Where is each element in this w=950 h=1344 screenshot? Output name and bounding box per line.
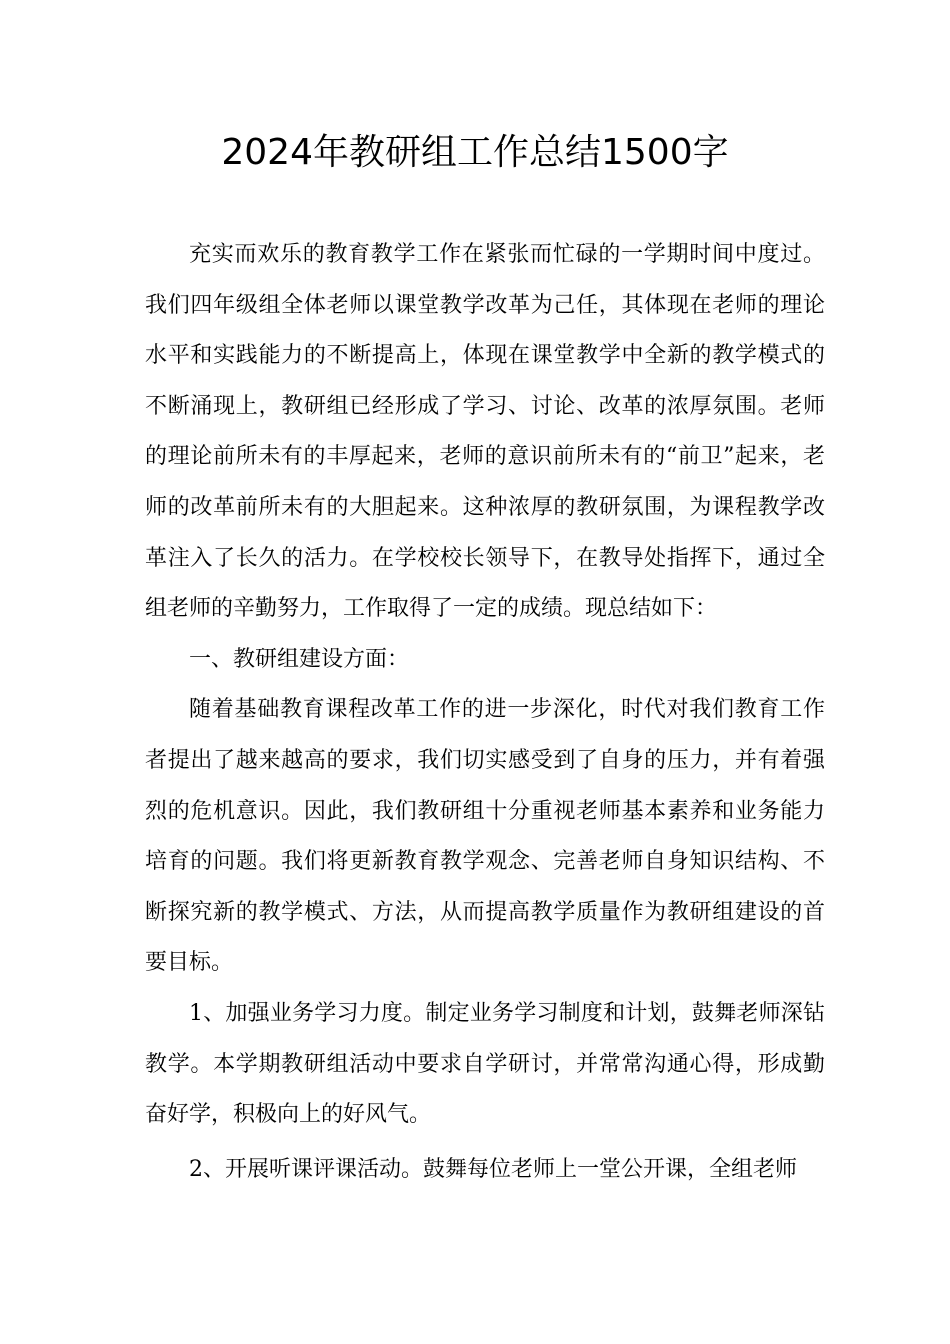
document-title: 2024年教研组工作总结1500字 bbox=[221, 132, 729, 173]
paragraph-item-1: 1、加强业务学习力度。制定业务学习制度和计划，鼓舞老师深钻教学。本学期教研组活动中要求自学研讨，并常常沟通心得，形成勤奋好学，积极向上的好风气。 bbox=[145, 1000, 825, 1128]
document-body bbox=[145, 230, 825, 1195]
paragraph-team-building: 随着基础教育课程改革工作的进一步深化，时代对我们教育工作者提出了越来越高的要求，我们切实感受到了自身的压力，并有着强烈的危机意识。因此，我们教研组十分重视老师基本素养和业务能力培育的问题。我们将更新教育教学观念、完善老师自身知识结构、不断探究新的教学模式、方法，从而提高教学质量作为教研组建设的首要目标。 bbox=[145, 697, 825, 976]
paragraph-item-2: 2、开展听课评课活动。鼓舞每位老师上一堂公开课，全组老师 bbox=[189, 1156, 797, 1182]
section-heading-team-building: 一、教研组建设方面： bbox=[189, 646, 410, 672]
paragraph-intro: 充实而欢乐的教育教学工作在紧张而忙碌的一学期时间中度过。我们四年级组全体老师以课堂教学改革为己任，其体现在老师的理论水平和实践能力的不断提高上，体现在课堂教学中全新的教学模式的不断涌现上，教研组已经形成了学习、讨论、改革的浓厚氛围。老师的理论前所未有的丰厚起来，老师的意识前所未有的“前卫”起来，老师的改革前所未有的大胆起来。这种浓厚的教研氛围，为课程教学改革注入了长久的活力。在学校校长领导下，在教导处指挥下，通过全组老师的辛勤努力，工作取得了一定的成绩。现总结如下： bbox=[145, 242, 825, 622]
